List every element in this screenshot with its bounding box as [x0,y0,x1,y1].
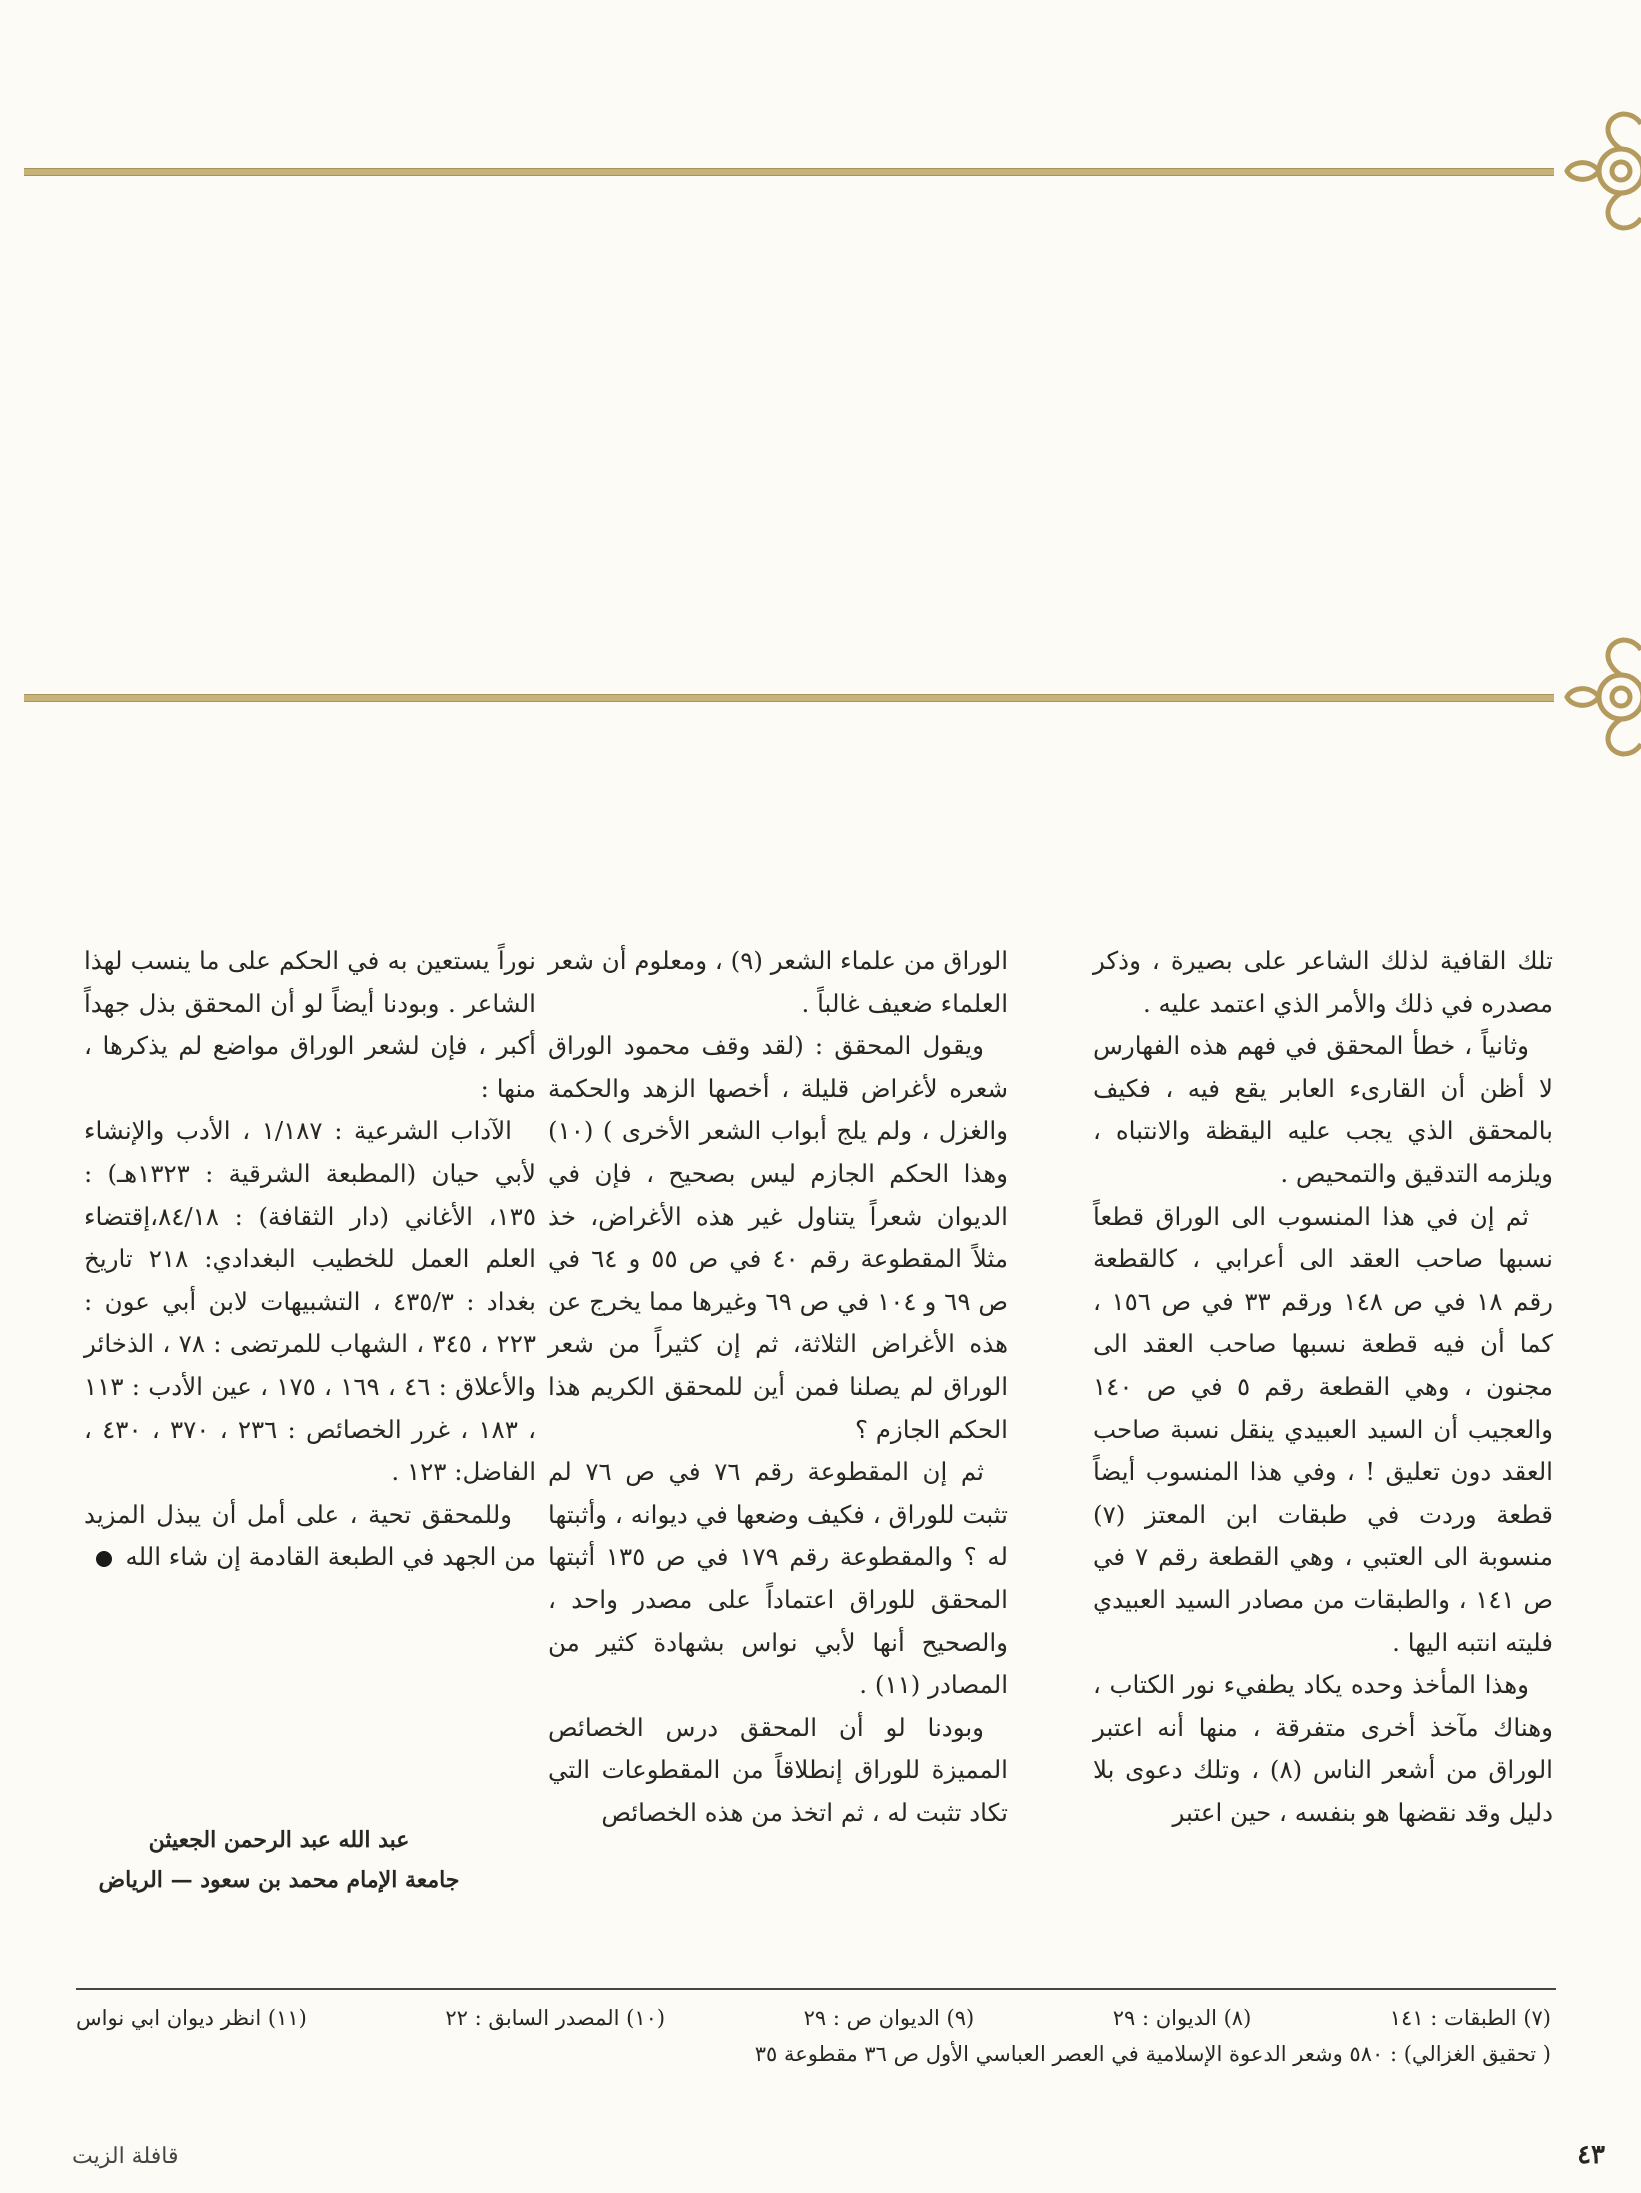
paragraph: نوراً يستعين به في الحكم على ما ينسب لهذا الشاعر . وبودنا أيضاً لو أن المحقق بذل جهداً أكبر ، فإن لشعر الوراق مواضع لم يذكرها ، منها : [84,946,536,1103]
author-name: عبد الله عبد الرحمن الجعيثن [148,1827,410,1853]
author-signature [74,1820,484,1900]
paragraph: ويقول المحقق : (لقد وقف محمود الوراق شعره لأغراض قليلة ، أخصها الزهد والحكمة والغزل ، ولم يلج أبواب الشعر الأخرى ) (١٠) وهذا الحكم الجازم ليس بصحيح ، فإن في الديوان شعراً يتناول غير هذه الأغراض، خذ مثلاً المقطوعة رقم ٤٠ في ص ٥٥ و ٦٤ في ص ٦٩ و ١٠٤ في ص ٦٩ وغيرها مما يخرج عن هذه الأغراض الثلاثة، ثم إن كثيراً من شعر الوراق لم يصلنا فمن أين للمحقق الكريم هذا الحكم الجازم ؟ [548,1031,1009,1444]
footnote-divider [76,1988,1556,1990]
magazine-name: قافلة الزيت [72,2144,179,2169]
paragraph: الآداب الشرعية : ١/١٨٧ ، الأدب والإنشاء لأبي حيان (المطبعة الشرقية : ١٣٢٣هـ) : ١٣٥، الأغاني (دار الثقافة) : ٨٤/١٨،إقتضاء العلم العمل للخطيب البغدادي: ٢١٨ تاريخ بغداد : ٤٣٥/٣ ، التشبيهات لابن أبي عون : ٢٢٣ ، ٣٤٥ ، الشهاب للمرتضى : ٧٨ ، الذخائر والأعلاق : ٤٦ ، ١٦٩ ، ١٧٥ ، عين الأدب : ١١٣ ، ١٨٣ ، غرر الخصائص : ٢٣٦ ، ٣٧٠ ، ٤٣٠ ، الفاضل: ١٢٣ . [84,1116,537,1487]
middle-decorative-rule [24,694,1554,702]
closing-text: وللمحقق تحية ، على أمل أن يبذل المزيد من الجهد في الطبعة القادمة إن شاء الله [84,1499,536,1572]
page-number: ٤٣ [1577,2140,1605,2170]
footnote-8: (٨) الديوان : ٢٩ [1112,2006,1252,2030]
footnote-7: (٧) الطبقات : ١٤١ [1389,2006,1551,2030]
closing-paragraph [84,1494,536,1579]
top-decorative-rule [24,168,1554,176]
footnote-11: (١١) انظر ديوان ابي نواس [76,2006,307,2030]
paragraph: تلك القافية لذلك الشاعر على بصيرة ، وذكر مصدره في ذلك والأمر الذي اعتمد عليه . [1093,946,1553,1018]
author-affiliation: جامعة الإمام محمد بن سعود — الرياض [98,1867,460,1893]
arabesque-ornament-icon [1561,622,1641,772]
paragraph: وثانياً ، خطأ المحقق في فهم هذه الفهارس لا أظن أن القارىء العابر يقع فيه ، فكيف بالمحقق الذي يجب عليه اليقظة والانتباه ، ويلزمه التدقيق والتمحيص . [1093,1031,1553,1188]
paragraph: ثم إن المقطوعة رقم ٧٦ في ص ٧٦ لم تثبت للوراق ، فكيف وضعها في ديوانه ، وأثبتها له ؟ والمقطوعة رقم ١٧٩ في ص ١٣٥ أثبتها المحقق للوراق اعتماداً على مصدر واحد ، والصحيح أنها لأبي نواس بشهادة كثير من المصادر (١١) . [548,1457,1008,1700]
text-column-middle [548,940,1008,1965]
end-of-article-icon [96,1551,112,1567]
paragraph: وهذا المأخذ وحده يكاد يطفيء نور الكتاب ، وهناك مآخذ أخرى متفرقة ، منها أنه اعتبر الوراق من أشعر الناس (٨) ، وتلك دعوى بلا دليل وقد نقضها هو بنفسه ، حين اعتبر [1093,1670,1553,1827]
paragraph: الوراق من علماء الشعر (٩) ، ومعلوم أن شعر العلماء ضعيف غالباً . [548,946,1009,1018]
arabesque-ornament-icon [1561,96,1641,246]
footnote-10: (١٠) المصدر السابق : ٢٢ [445,2006,666,2030]
text-column-right [1093,940,1553,1965]
text-column-left [84,940,536,1965]
footnote-9: (٩) الديوان ص : ٢٩ [803,2006,975,2030]
footnote-continuation: ( تحقيق الغزالي) : ٥٨٠ وشعر الدعوة الإسلامية في العصر العباسي الأول ص ٣٦ مقطوعة ٣٥ [754,2042,1551,2066]
footnotes [76,2000,1551,2072]
paragraph: ثم إن في هذا المنسوب الى الوراق قطعاً نسبها صاحب العقد الى أعرابي ، كالقطعة رقم ١٨ في ص ١٤٨ ورقم ٣٣ في ص ١٥٦ ، كما أن فيه قطعة نسبها صاحب العقد الى مجنون ، وهي القطعة رقم ٥ في ص ١٤٠ والعجيب أن السيد العبيدي ينقل نسبة صاحب العقد دون تعليق ! ، وفي هذا المنسوب أيضاً قطعة وردت في طبقات ابن المعتز (٧) منسوبة الى العتبي ، وهي القطعة رقم ٧ في ص ١٤١ ، والطبقات من مصادر السيد العبيدي فليته انتبه اليها . [1093,1201,1554,1657]
paragraph: وبودنا لو أن المحقق درس الخصائص المميزة للوراق إنطلاقاً من المقطوعات التي تكاد تثبت له ، ثم اتخذ من هذه الخصائص [548,1712,1008,1827]
